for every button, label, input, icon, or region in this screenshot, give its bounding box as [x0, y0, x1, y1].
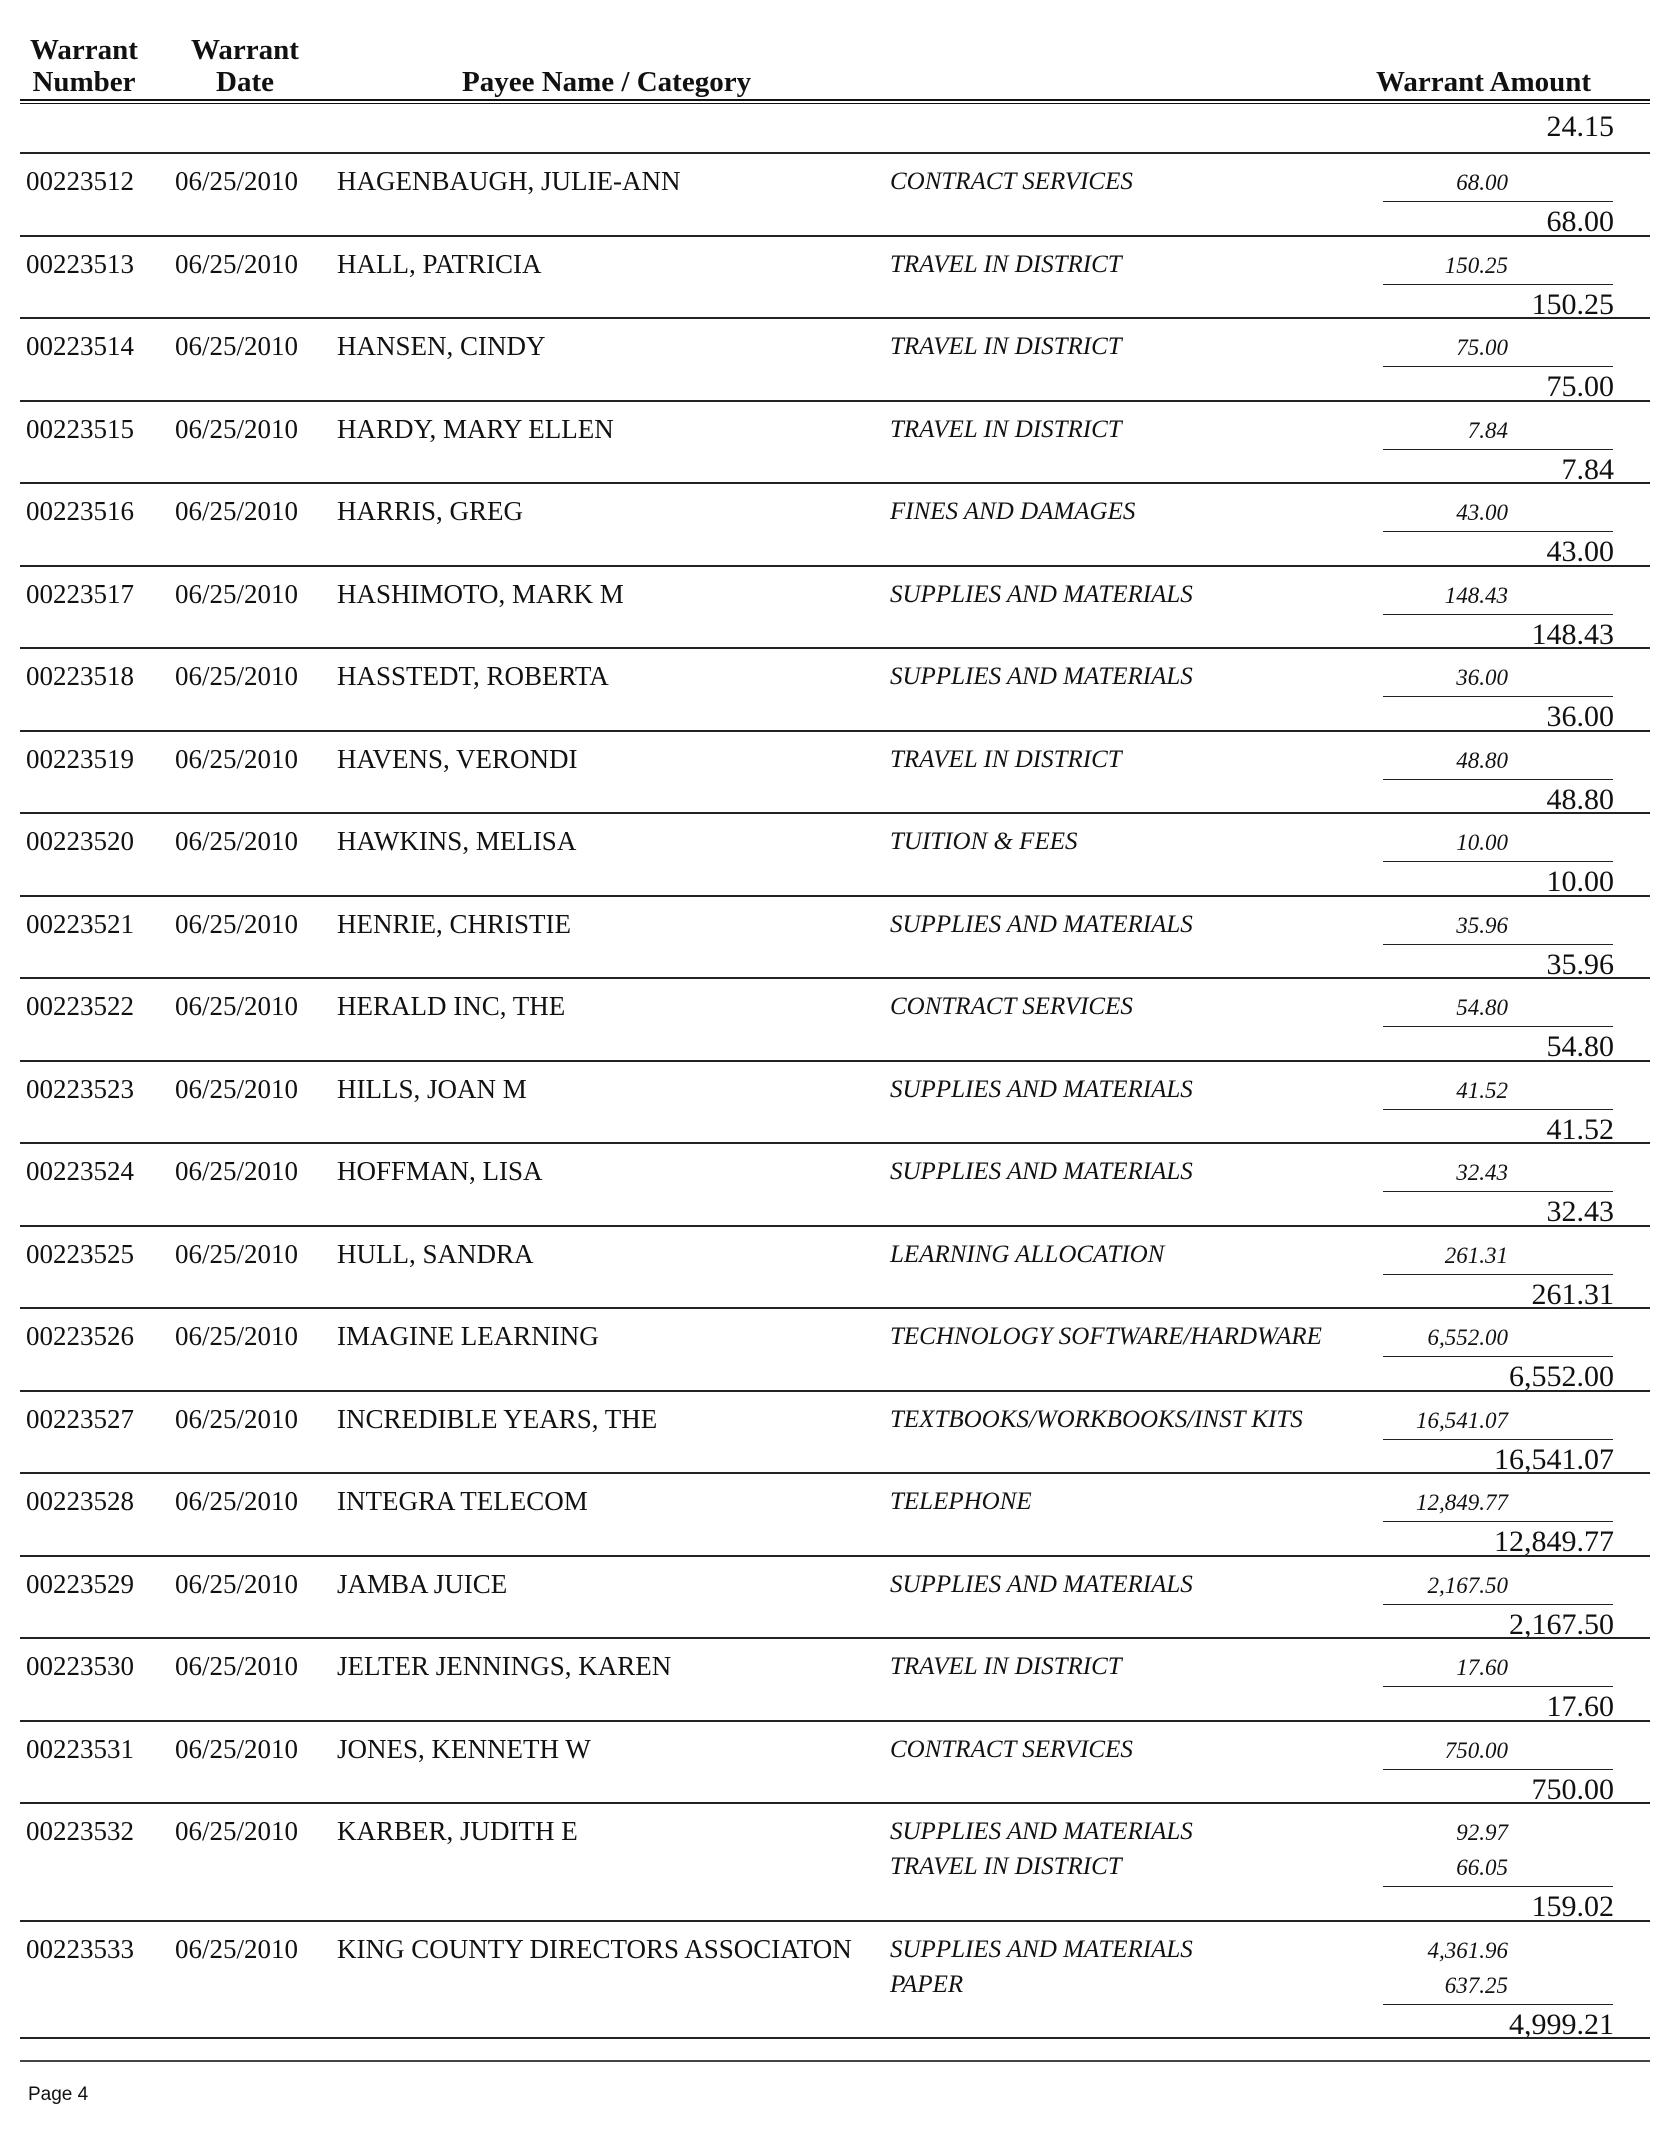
warrant-total: 750.00 [1531, 1772, 1614, 1806]
subtotal-rule [1383, 1109, 1613, 1110]
warrant-number: 00223515 [26, 413, 134, 444]
category-line [890, 1488, 1630, 1523]
payee-name: HOFFMAN, LISA [337, 1156, 543, 1186]
warrant-number: 00223524 [26, 1156, 134, 1186]
subtotal-rule [1383, 1356, 1613, 1357]
warrant-number: 00223528 [26, 1486, 134, 1516]
subtotal-rule [1383, 861, 1613, 862]
warrant-number: 00223520 [26, 826, 134, 856]
warrant-total: 159.02 [1531, 1890, 1614, 1923]
category-amount: 92.97 [1456, 1820, 1508, 1845]
warrant-number: 00223529 [26, 1568, 134, 1599]
category-name: TRAVEL IN DISTRICT [890, 333, 1122, 360]
warrant-date: 06/25/2010 [175, 1321, 299, 1351]
warrant-total: 35.96 [1546, 947, 1614, 981]
warrant-date: 06/25/2010 [175, 1486, 299, 1516]
category-lines [890, 993, 1630, 1028]
payee-name: HAGENBAUGH, JULIE-ANN [337, 166, 681, 196]
table-row [20, 647, 1650, 732]
header-payee: Payee Name / Category [462, 66, 752, 98]
table-row [20, 400, 1650, 485]
page-footer [28, 2084, 88, 2106]
table-row [20, 1225, 1650, 1310]
category-amount: 148.43 [1444, 582, 1508, 608]
category-line [890, 1076, 1630, 1111]
category-lines [890, 333, 1630, 368]
subtotal-rule [1383, 201, 1613, 202]
category-amount: 48.80 [1456, 747, 1508, 773]
warrant-total: 10.00 [1546, 865, 1614, 898]
page-number: 4 [77, 2084, 89, 2105]
category-lines [890, 1936, 1630, 2006]
warrant-date: 06/25/2010 [175, 661, 299, 691]
warrant-date: 06/25/2010 [175, 578, 299, 609]
subtotal-rule [1383, 614, 1613, 615]
payee-name: HASSTEDT, ROBERTA [337, 661, 609, 691]
category-name: SUPPLIES AND MATERIALS [890, 1818, 1193, 1845]
warrant-number: 00223526 [26, 1321, 134, 1351]
category-lines [890, 1241, 1630, 1276]
category-name: SUPPLIES AND MATERIALS [890, 910, 1193, 938]
warrant-number: 00223531 [26, 1733, 134, 1764]
payee-name: JAMBA JUICE [337, 1568, 508, 1599]
category-line [890, 333, 1630, 368]
category-name: TRAVEL IN DISTRICT [890, 745, 1122, 773]
category-line [890, 1736, 1630, 1771]
subtotal-rule [1383, 779, 1613, 780]
category-lines [890, 581, 1630, 616]
category-lines [890, 1571, 1630, 1606]
category-amount: 35.96 [1456, 912, 1508, 938]
category-amount: 150.25 [1444, 252, 1508, 278]
category-amount: 637.25 [1444, 1972, 1508, 1998]
category-name: SUPPLIES AND MATERIALS [890, 580, 1193, 608]
category-line [890, 581, 1630, 616]
category-name: TRAVEL IN DISTRICT [890, 1653, 1122, 1680]
category-line [890, 1158, 1630, 1193]
warrant-number: 00223512 [26, 166, 134, 196]
table-row [20, 1390, 1650, 1475]
table-row [20, 977, 1650, 1062]
warrant-number: 00223522 [26, 991, 134, 1021]
table-row [20, 152, 1650, 237]
category-amount: 4,361.96 [1427, 1937, 1508, 1963]
header-warrant-date-line1: Warrant [191, 34, 299, 66]
header-warrant-date-line2: Date [216, 66, 274, 98]
category-lines [890, 416, 1630, 451]
category-lines [890, 828, 1630, 863]
warrant-number: 00223532 [26, 1816, 134, 1846]
table-row [20, 1555, 1650, 1640]
warrant-date: 06/25/2010 [175, 1816, 299, 1846]
subtotal-rule [1383, 1439, 1613, 1440]
warrant-total: 43.00 [1546, 535, 1614, 568]
category-name: SUPPLIES AND MATERIALS [890, 1935, 1193, 1963]
category-name: SUPPLIES AND MATERIALS [890, 1570, 1193, 1598]
table-row [20, 1472, 1650, 1557]
table-row [20, 1060, 1650, 1145]
category-name: SUPPLIES AND MATERIALS [890, 1158, 1193, 1185]
category-line [890, 416, 1630, 451]
payee-name: HAWKINS, MELISA [337, 826, 577, 856]
table-row [20, 317, 1650, 402]
category-name: TELEPHONE [890, 1488, 1032, 1515]
payee-name: IMAGINE LEARNING [337, 1321, 599, 1351]
category-amount: 54.80 [1456, 995, 1508, 1020]
category-amount: 41.52 [1456, 1077, 1508, 1103]
warrant-total: 17.60 [1546, 1690, 1614, 1723]
table-row [20, 812, 1650, 897]
subtotal-rule [1383, 1191, 1613, 1192]
category-lines [890, 168, 1630, 203]
warrant-number: 00223533 [26, 1933, 134, 1964]
payee-name: HASHIMOTO, MARK M [337, 578, 624, 609]
category-name: LEARNING ALLOCATION [890, 1240, 1165, 1268]
warrant-date: 06/25/2010 [175, 496, 299, 526]
warrant-total: 75.00 [1546, 370, 1614, 403]
category-name: PAPER [890, 1970, 964, 1998]
category-lines [890, 1488, 1630, 1523]
page-bottom-divider [20, 2060, 1650, 2062]
table-row [20, 565, 1650, 650]
header-warrant-date [180, 34, 310, 98]
table-row [20, 1802, 1650, 1922]
header-warrant-number-line2: Number [32, 66, 136, 98]
warrant-number: 00223514 [26, 331, 134, 361]
warrant-number: 00223527 [26, 1403, 134, 1434]
category-amount: 17.60 [1456, 1655, 1508, 1680]
category-line [890, 251, 1630, 286]
warrant-date: 06/25/2010 [175, 1156, 299, 1186]
warrant-number: 00223518 [26, 661, 134, 691]
subtotal-rule [1383, 1686, 1613, 1687]
category-line [890, 1971, 1630, 2006]
payee-name: HULL, SANDRA [337, 1238, 534, 1269]
category-amount: 16,541.07 [1416, 1407, 1508, 1433]
subtotal-rule [1383, 366, 1613, 367]
category-lines [890, 1076, 1630, 1111]
subtotal-rule [1383, 1886, 1613, 1887]
category-lines [890, 663, 1630, 698]
table-row [20, 1142, 1650, 1227]
payee-name: INTEGRA TELECOM [337, 1486, 588, 1516]
category-amount: 36.00 [1456, 665, 1508, 690]
category-name: TRAVEL IN DISTRICT [890, 1853, 1122, 1880]
warrant-number: 00223530 [26, 1651, 134, 1681]
warrant-date: 06/25/2010 [175, 1238, 299, 1269]
subtotal-rule [1383, 1604, 1613, 1605]
warrant-date: 06/25/2010 [175, 331, 299, 361]
warrant-date: 06/25/2010 [175, 1933, 299, 1964]
warrant-total: 41.52 [1546, 1112, 1614, 1146]
warrant-total: 2,167.50 [1509, 1607, 1614, 1641]
warrant-number: 00223519 [26, 743, 134, 774]
subtotal-rule [1383, 1521, 1613, 1522]
table-row [20, 1920, 1650, 2040]
payee-name: JONES, KENNETH W [337, 1733, 591, 1764]
category-name: CONTRACT SERVICES [890, 168, 1133, 195]
category-amount: 10.00 [1456, 830, 1508, 855]
warrant-date: 06/25/2010 [175, 248, 299, 279]
warrant-total: 261.31 [1531, 1277, 1614, 1311]
warrant-number: 00223521 [26, 908, 134, 939]
category-line [890, 746, 1630, 781]
header-divider [20, 99, 1650, 101]
category-lines [890, 1406, 1630, 1441]
payee-name: INCREDIBLE YEARS, THE [337, 1403, 658, 1434]
warrant-total: 68.00 [1546, 205, 1614, 238]
category-lines [890, 746, 1630, 781]
category-line [890, 1323, 1630, 1358]
warrant-date: 06/25/2010 [175, 908, 299, 939]
category-name: TECHNOLOGY SOFTWARE/HARDWARE [890, 1323, 1322, 1350]
category-amount: 261.31 [1444, 1242, 1508, 1268]
warrant-total: 12,849.77 [1494, 1525, 1614, 1558]
table-row [20, 482, 1650, 567]
warrant-total: 54.80 [1546, 1030, 1614, 1063]
subtotal-rule [1383, 284, 1613, 285]
table-end-divider [20, 2037, 1650, 2039]
category-line [890, 993, 1630, 1028]
category-amount: 68.00 [1456, 170, 1508, 195]
category-name: CONTRACT SERVICES [890, 993, 1133, 1020]
category-line [890, 1936, 1630, 1971]
warrant-total: 150.25 [1531, 287, 1614, 321]
category-line [890, 828, 1630, 863]
header-divider-secondary [20, 103, 1650, 104]
category-amount: 32.43 [1456, 1160, 1508, 1185]
warrant-total: 148.43 [1531, 617, 1614, 651]
header-warrant-amount: Warrant Amount [1376, 66, 1592, 98]
warrant-total: 4,999.21 [1509, 2007, 1614, 2041]
table-row [20, 1307, 1650, 1392]
subtotal-rule [1383, 1026, 1613, 1027]
payee-name: HALL, PATRICIA [337, 248, 542, 279]
warrant-total: 16,541.07 [1494, 1442, 1614, 1476]
category-line [890, 498, 1630, 533]
warrant-total: 48.80 [1546, 782, 1614, 816]
category-name: SUPPLIES AND MATERIALS [890, 1075, 1193, 1103]
category-lines [890, 251, 1630, 286]
category-name: TEXTBOOKS/WORKBOOKS/INST KITS [890, 1405, 1303, 1433]
subtotal-rule [1383, 696, 1613, 697]
payee-name: HARRIS, GREG [337, 496, 524, 526]
category-line [890, 1571, 1630, 1606]
warrant-total: 6,552.00 [1509, 1360, 1614, 1393]
table-row [20, 1720, 1650, 1805]
warrant-date: 06/25/2010 [175, 1733, 299, 1764]
table-row [20, 895, 1650, 980]
warrant-date: 06/25/2010 [175, 413, 299, 444]
category-amount: 75.00 [1456, 335, 1508, 360]
category-amount: 750.00 [1444, 1737, 1508, 1763]
payee-name: HERALD INC, THE [337, 991, 566, 1021]
subtotal-rule [1383, 2004, 1613, 2005]
payee-name: HARDY, MARY ELLEN [337, 413, 614, 444]
subtotal-rule [1383, 449, 1613, 450]
category-lines [890, 1158, 1630, 1193]
warrant-number: 00223525 [26, 1238, 134, 1269]
category-line [890, 1406, 1630, 1441]
header-warrant-number [22, 34, 146, 98]
category-line [890, 1818, 1630, 1853]
table-row [20, 235, 1650, 320]
category-name: SUPPLIES AND MATERIALS [890, 663, 1193, 690]
category-lines [890, 1736, 1630, 1771]
warrant-total: 32.43 [1546, 1195, 1614, 1228]
category-amount: 6,552.00 [1427, 1325, 1508, 1350]
category-lines [890, 1653, 1630, 1688]
warrant-date: 06/25/2010 [175, 1403, 299, 1434]
category-line [890, 168, 1630, 203]
category-name: TUITION & FEES [890, 828, 1078, 855]
subtotal-rule [1383, 1274, 1613, 1275]
payee-name: JELTER JENNINGS, KAREN [337, 1651, 672, 1681]
category-line [890, 1853, 1630, 1888]
category-amount: 12,849.77 [1416, 1490, 1508, 1515]
subtotal-rule [1383, 944, 1613, 945]
header-warrant-number-line1: Warrant [30, 34, 138, 66]
category-line [890, 911, 1630, 946]
warrant-date: 06/25/2010 [175, 1651, 299, 1681]
table-row [20, 730, 1650, 815]
subtotal-rule [1383, 1769, 1613, 1770]
warrant-date: 06/25/2010 [175, 743, 299, 774]
warrant-date: 06/25/2010 [175, 1073, 299, 1104]
warrant-date: 06/25/2010 [175, 991, 299, 1021]
payee-name: KARBER, JUDITH E [337, 1816, 578, 1846]
category-amount: 66.05 [1456, 1855, 1508, 1880]
warrant-number: 00223517 [26, 578, 134, 609]
warrant-number: 00223513 [26, 248, 134, 279]
category-lines [890, 911, 1630, 946]
subtotal-rule [1383, 531, 1613, 532]
warrant-total: 7.84 [1561, 452, 1614, 486]
category-lines [890, 498, 1630, 533]
payee-name: KING COUNTY DIRECTORS ASSOCIATON [337, 1933, 852, 1964]
category-name: FINES AND DAMAGES [890, 498, 1136, 525]
category-name: CONTRACT SERVICES [890, 1735, 1133, 1763]
warrant-total: 36.00 [1546, 700, 1614, 733]
payee-name: HILLS, JOAN M [337, 1073, 527, 1104]
warrant-number: 00223523 [26, 1073, 134, 1104]
payee-name: HENRIE, CHRISTIE [337, 908, 571, 939]
category-name: TRAVEL IN DISTRICT [890, 250, 1122, 278]
category-amount: 2,167.50 [1427, 1572, 1508, 1598]
warrant-date: 06/25/2010 [175, 826, 299, 856]
category-lines [890, 1818, 1630, 1888]
category-line [890, 1241, 1630, 1276]
payee-name: HANSEN, CINDY [337, 331, 546, 361]
warrant-number: 00223516 [26, 496, 134, 526]
category-line [890, 1653, 1630, 1688]
warrant-date: 06/25/2010 [175, 166, 299, 196]
table-row [20, 1637, 1650, 1722]
page-label: Page [28, 2084, 73, 2105]
payee-name: HAVENS, VERONDI [337, 743, 578, 774]
category-amount: 43.00 [1456, 500, 1508, 525]
warrant-date: 06/25/2010 [175, 1568, 299, 1599]
category-amount: 7.84 [1467, 417, 1508, 443]
category-lines [890, 1323, 1630, 1358]
carry-forward-amount: 24.15 [1546, 110, 1614, 143]
category-name: TRAVEL IN DISTRICT [890, 415, 1122, 443]
category-line [890, 663, 1630, 698]
